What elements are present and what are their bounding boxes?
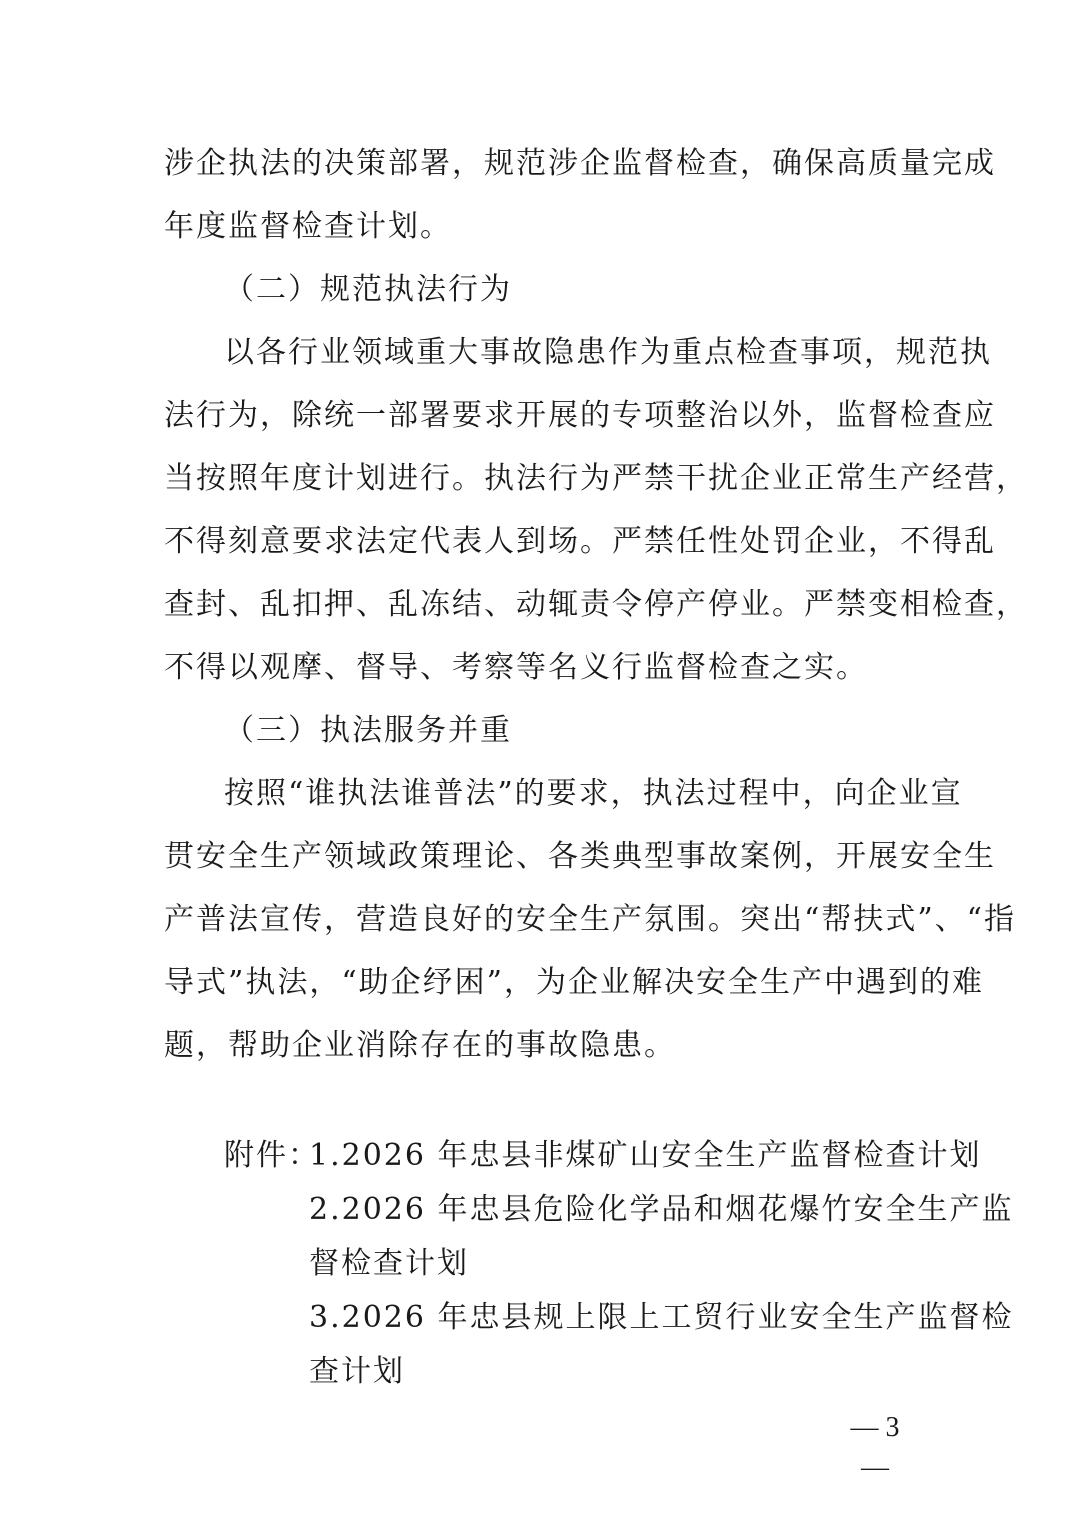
attachment-line: 督检查计划 [309, 1246, 469, 1281]
paragraph-line: 以各行业领域重大事故隐患作为重点检查事项，规范执 [224, 335, 992, 370]
attachment-line: 1.2026 年忠县非煤矿山安全生产监督检查计划 [309, 1138, 982, 1173]
paragraph-2 [164, 321, 1028, 699]
paragraph-line: 当按照年度计划进行。执法行为严禁干扰企业正常生产经营， [164, 461, 1028, 496]
attachments-list [164, 1129, 1014, 1399]
page-number: — 3 — [850, 1412, 900, 1483]
section-heading-3: （三）执法服务并重 [224, 713, 512, 748]
attachment-line: 3.2026 年忠县规上限上工贸行业安全生产监督检 [309, 1300, 1014, 1335]
attachment-line: 2.2026 年忠县危险化学品和烟花爆竹安全生产监 [309, 1192, 1014, 1227]
paragraph-line: 产普法宣传，营造良好的安全生产氛围。突出“帮扶式”、“指 [164, 902, 1017, 937]
attachment-line: 查计划 [309, 1354, 405, 1389]
section-heading-2: （二）规范执法行为 [224, 272, 512, 307]
paragraph-line: 查封、乱扣押、乱冻结、动辄责令停产停业。严禁变相检查， [164, 587, 1028, 622]
paragraph-line: 题，帮助企业消除存在的事故隐患。 [164, 1028, 676, 1063]
paragraph-line: 年度监督检查计划。 [164, 209, 452, 244]
paragraph-line: 法行为，除统一部署要求开展的专项整治以外，监督检查应 [164, 398, 996, 433]
paragraph-line: 涉企执法的决策部署，规范涉企监督检查，确保高质量完成 [164, 146, 996, 181]
paragraph-line: 贯安全生产领域政策理论、各类典型事故案例，开展安全生 [164, 839, 996, 874]
paragraph-3 [164, 762, 1017, 1077]
attachment-item-3 [164, 1291, 1014, 1345]
attachments-label: 附件： [224, 1138, 320, 1173]
paragraph-1 [164, 132, 996, 258]
attachment-item-2 [164, 1183, 1014, 1237]
paragraph-line: 不得刻意要求法定代表人到场。严禁任性处罚企业，不得乱 [164, 524, 996, 559]
paragraph-line: 不得以观摩、督导、考察等名义行监督检查之实。 [164, 650, 868, 685]
paragraph-line: 按照“谁执法谁普法”的要求，执法过程中，向企业宣 [224, 776, 963, 811]
spacer [164, 1077, 914, 1129]
document-body [164, 132, 1028, 1399]
attachment-item-2-continued [164, 1237, 914, 1291]
attachment-item-3-continued [164, 1345, 914, 1399]
paragraph-line: 导式”执法，“助企纾困”，为企业解决安全生产中遇到的难 [164, 965, 985, 1000]
attachment-item-1 [164, 1129, 982, 1183]
